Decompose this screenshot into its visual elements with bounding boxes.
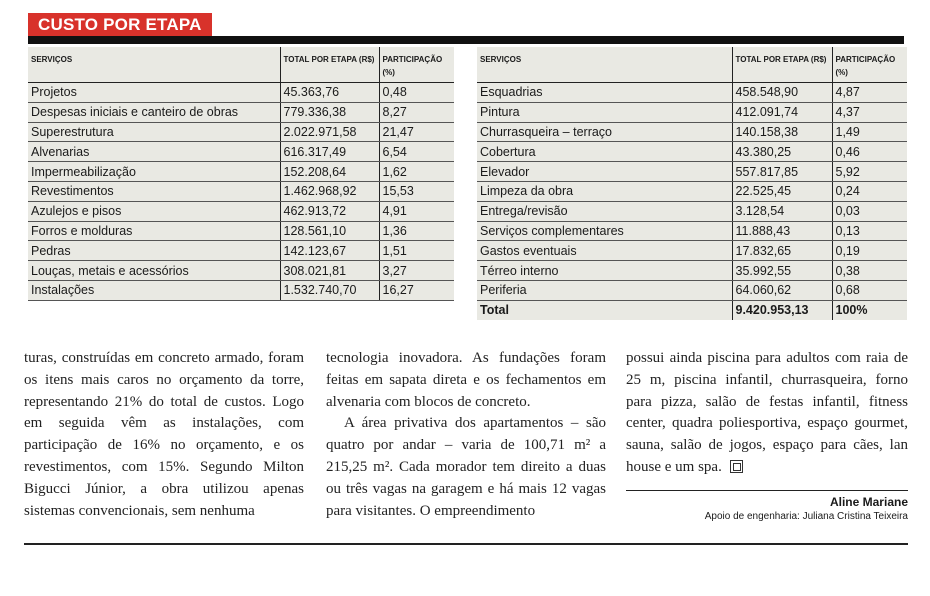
cell-service: Esquadrias bbox=[477, 83, 732, 103]
cell-service: Superestrutura bbox=[28, 122, 280, 142]
table-row bbox=[477, 261, 907, 281]
cell-share: 0,03 bbox=[832, 201, 907, 221]
engineering-credit: Apoio de engenharia: Juliana Cristina Teixeira bbox=[704, 511, 908, 522]
cell-total: 128.561,10 bbox=[280, 221, 379, 241]
bottom-rule bbox=[24, 543, 908, 545]
article-text: possui ainda piscina para adultos com raia de 25 m, piscina infantil, churrasqueira, forno para pizza, salão de festas infantil, fitness center, quadra poliesportiva, espaço gourmet, sauna, salão de jogos, espaço para cães, lan house e um spa. bbox=[626, 350, 908, 475]
cell-service: Despesas iniciais e canteiro de obras bbox=[28, 102, 280, 122]
article-column-1 bbox=[24, 348, 304, 522]
cell-total: 462.913,72 bbox=[280, 201, 379, 221]
cell-share: 1,62 bbox=[379, 162, 454, 182]
cell-total: 2.022.971,58 bbox=[280, 122, 379, 142]
table-row bbox=[28, 261, 454, 281]
cell-service: Elevador bbox=[477, 162, 732, 182]
table-row bbox=[477, 83, 907, 103]
header-services: SERVIÇOS bbox=[477, 47, 732, 83]
cell-service: Azulejos e pisos bbox=[28, 201, 280, 221]
cell-service: Entrega/revisão bbox=[477, 201, 732, 221]
cell-share: 21,47 bbox=[379, 122, 454, 142]
end-of-article-box-icon bbox=[730, 460, 743, 473]
cell-service: Limpeza da obra bbox=[477, 181, 732, 201]
cell-service: Cobertura bbox=[477, 142, 732, 162]
table-row bbox=[477, 162, 907, 182]
header-services: SERVIÇOS bbox=[28, 47, 280, 83]
table-header-row bbox=[28, 47, 454, 83]
article-column-2 bbox=[326, 348, 606, 522]
table-row bbox=[477, 142, 907, 162]
cell-total: 412.091,74 bbox=[732, 102, 832, 122]
cell-service: Forros e molduras bbox=[28, 221, 280, 241]
table-row bbox=[28, 201, 454, 221]
table-row bbox=[477, 241, 907, 261]
cell-total: 22.525,45 bbox=[732, 181, 832, 201]
cell-share: 15,53 bbox=[379, 181, 454, 201]
cell-service: Alvenarias bbox=[28, 142, 280, 162]
table-header-row bbox=[477, 47, 907, 83]
table-row bbox=[477, 122, 907, 142]
header-total: TOTAL POR ETAPA (R$) bbox=[280, 47, 379, 83]
cell-total: 1.532.740,70 bbox=[280, 280, 379, 300]
cell-share: 0,24 bbox=[832, 181, 907, 201]
cell-total: 779.336,38 bbox=[280, 102, 379, 122]
header-total: TOTAL POR ETAPA (R$) bbox=[732, 47, 832, 83]
cost-table-left bbox=[28, 47, 454, 301]
cell-share: 0,46 bbox=[832, 142, 907, 162]
cell-share: 0,38 bbox=[832, 261, 907, 281]
cell-share: 0,19 bbox=[832, 241, 907, 261]
cell-service: Pintura bbox=[477, 102, 732, 122]
cell-service: Louças, metais e acessórios bbox=[28, 261, 280, 281]
cost-table-right bbox=[477, 47, 907, 320]
table-total-row bbox=[477, 300, 907, 319]
header-share: PARTICIPAÇÃO (%) bbox=[379, 47, 454, 83]
cell-share: 1,49 bbox=[832, 122, 907, 142]
top-rule bbox=[28, 36, 904, 44]
cell-share: 3,27 bbox=[379, 261, 454, 281]
cell-total: 557.817,85 bbox=[732, 162, 832, 182]
cell-service: Impermeabilização bbox=[28, 162, 280, 182]
cell-service: Térreo interno bbox=[477, 261, 732, 281]
cell-share: 6,54 bbox=[379, 142, 454, 162]
cell-total: 45.363,76 bbox=[280, 83, 379, 103]
total-share: 100% bbox=[832, 300, 907, 319]
cell-total: 17.832,65 bbox=[732, 241, 832, 261]
table-row bbox=[477, 221, 907, 241]
cell-service: Churrasqueira – terraço bbox=[477, 122, 732, 142]
cell-share: 4,37 bbox=[832, 102, 907, 122]
cell-total: 458.548,90 bbox=[732, 83, 832, 103]
cell-total: 35.992,55 bbox=[732, 261, 832, 281]
table-row bbox=[28, 162, 454, 182]
table-row bbox=[28, 83, 454, 103]
cell-total: 142.123,67 bbox=[280, 241, 379, 261]
cell-service: Periferia bbox=[477, 280, 732, 300]
section-title: CUSTO POR ETAPA bbox=[28, 13, 212, 36]
cell-total: 616.317,49 bbox=[280, 142, 379, 162]
table-row bbox=[28, 102, 454, 122]
table-row bbox=[477, 102, 907, 122]
cell-service: Serviços complementares bbox=[477, 221, 732, 241]
article-paragraph: tecnologia inovadora. As fundações foram feitas em sapata direta e os fechamentos em alvenaria com blocos de concreto. bbox=[326, 350, 606, 410]
cell-share: 1,51 bbox=[379, 241, 454, 261]
cell-share: 0,48 bbox=[379, 83, 454, 103]
article-paragraph: A área privativa dos apartamentos – são quatro por andar – varia de 100,71 m² a 215,25 m². Cada morador tem direito a duas ou três vagas na garagem e há mais 12 vagas para visitantes. O empreendimento bbox=[326, 415, 606, 519]
cell-service: Instalações bbox=[28, 280, 280, 300]
table-row bbox=[28, 122, 454, 142]
cell-service: Revestimentos bbox=[28, 181, 280, 201]
cell-total: 1.462.968,92 bbox=[280, 181, 379, 201]
table-row bbox=[28, 241, 454, 261]
table-row bbox=[28, 280, 454, 300]
cell-service: Pedras bbox=[28, 241, 280, 261]
article-paragraph bbox=[626, 348, 908, 479]
cell-service: Gastos eventuais bbox=[477, 241, 732, 261]
article-paragraph: turas, construídas em concreto armado, foram os itens mais caros no orçamento da torre, representando 21% do total de custos. Logo em seguida vêm as instalações, com participação de 16% no orçamento, e os revestimentos, com 15%. Segundo Milton Bigucci Júnior, a obra utilizou apenas sistemas convencionais, sem nenhuma bbox=[24, 350, 304, 519]
cell-total: 152.208,64 bbox=[280, 162, 379, 182]
cell-share: 4,91 bbox=[379, 201, 454, 221]
total-label: Total bbox=[480, 303, 509, 318]
table-row bbox=[477, 201, 907, 221]
cell-total: 43.380,25 bbox=[732, 142, 832, 162]
cell-total: 3.128,54 bbox=[732, 201, 832, 221]
total-total: 9.420.953,13 bbox=[732, 300, 832, 319]
table-row bbox=[477, 181, 907, 201]
cell-total: 308.021,81 bbox=[280, 261, 379, 281]
cell-share: 1,36 bbox=[379, 221, 454, 241]
cell-total: 64.060,62 bbox=[732, 280, 832, 300]
table-row bbox=[477, 280, 907, 300]
cell-share: 4,87 bbox=[832, 83, 907, 103]
cell-total: 11.888,43 bbox=[732, 221, 832, 241]
article-column-3 bbox=[626, 348, 908, 479]
cell-share: 0,13 bbox=[832, 221, 907, 241]
cell-share: 8,27 bbox=[379, 102, 454, 122]
table-row bbox=[28, 142, 454, 162]
cell-service: Projetos bbox=[28, 83, 280, 103]
author-name: Aline Mariane bbox=[829, 495, 908, 509]
cell-share: 16,27 bbox=[379, 280, 454, 300]
byline-rule bbox=[626, 490, 908, 491]
table-row bbox=[28, 221, 454, 241]
cell-share: 0,68 bbox=[832, 280, 907, 300]
table-row bbox=[28, 181, 454, 201]
cell-share: 5,92 bbox=[832, 162, 907, 182]
cell-total: 140.158,38 bbox=[732, 122, 832, 142]
byline bbox=[626, 490, 908, 524]
header-share: PARTICIPAÇÃO (%) bbox=[832, 47, 907, 83]
